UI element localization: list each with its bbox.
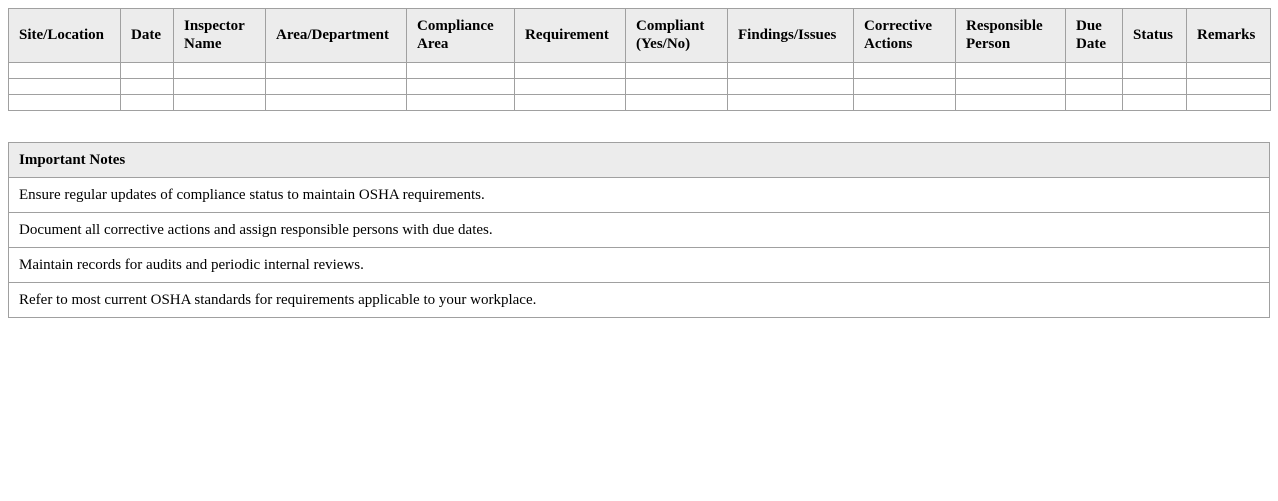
table-cell[interactable]: [854, 79, 956, 95]
table-cell[interactable]: [515, 79, 626, 95]
table-cell[interactable]: [121, 95, 174, 111]
table-cell[interactable]: [407, 79, 515, 95]
table-cell[interactable]: [626, 79, 728, 95]
header-row: [9, 9, 1271, 63]
table-cell[interactable]: [1123, 79, 1187, 95]
column-header-area-department: Area/Department: [266, 9, 407, 63]
table-cell[interactable]: [9, 63, 121, 79]
column-header-responsible-person: Responsible Person: [956, 9, 1066, 63]
table-cell[interactable]: [266, 79, 407, 95]
notes-heading: Important Notes: [9, 143, 1270, 178]
table-cell[interactable]: [1123, 95, 1187, 111]
table-cell[interactable]: [728, 63, 854, 79]
column-header-site-location: Site/Location: [9, 9, 121, 63]
table-cell[interactable]: [266, 63, 407, 79]
column-header-date: Date: [121, 9, 174, 63]
note-item: Refer to most current OSHA standards for requirements applicable to your workplace.: [9, 283, 1270, 318]
column-header-findings-issues: Findings/Issues: [728, 9, 854, 63]
table-cell[interactable]: [956, 79, 1066, 95]
table-cell[interactable]: [9, 79, 121, 95]
table-cell[interactable]: [1066, 95, 1123, 111]
notes-row: [9, 248, 1270, 283]
notes-table: [8, 142, 1270, 318]
table-row: [9, 95, 1271, 111]
table-cell[interactable]: [1187, 63, 1271, 79]
table-cell[interactable]: [1066, 63, 1123, 79]
table-cell[interactable]: [728, 95, 854, 111]
column-header-inspector-name: Inspector Name: [174, 9, 266, 63]
column-header-remarks: Remarks: [1187, 9, 1271, 63]
note-item: Document all corrective actions and assign responsible persons with due dates.: [9, 213, 1270, 248]
inspection-table: [8, 8, 1271, 111]
table-cell[interactable]: [266, 95, 407, 111]
table-cell[interactable]: [1066, 79, 1123, 95]
table-cell[interactable]: [174, 63, 266, 79]
table-cell[interactable]: [121, 79, 174, 95]
table-cell[interactable]: [174, 95, 266, 111]
table-cell[interactable]: [407, 63, 515, 79]
table-cell[interactable]: [728, 79, 854, 95]
notes-row: [9, 213, 1270, 248]
table-row: [9, 63, 1271, 79]
table-cell[interactable]: [9, 95, 121, 111]
notes-row: [9, 283, 1270, 318]
table-cell[interactable]: [956, 95, 1066, 111]
note-item: Ensure regular updates of compliance status to maintain OSHA requirements.: [9, 178, 1270, 213]
column-header-requirement: Requirement: [515, 9, 626, 63]
table-cell[interactable]: [854, 95, 956, 111]
table-cell[interactable]: [626, 63, 728, 79]
notes-header-row: [9, 143, 1270, 178]
column-header-compliant: Compliant (Yes/No): [626, 9, 728, 63]
column-header-status: Status: [1123, 9, 1187, 63]
table-cell[interactable]: [1187, 79, 1271, 95]
table-row: [9, 79, 1271, 95]
table-cell[interactable]: [515, 63, 626, 79]
table-cell[interactable]: [1187, 95, 1271, 111]
table-cell[interactable]: [174, 79, 266, 95]
column-header-due-date: Due Date: [1066, 9, 1123, 63]
notes-row: [9, 178, 1270, 213]
note-item: Maintain records for audits and periodic internal reviews.: [9, 248, 1270, 283]
table-cell[interactable]: [407, 95, 515, 111]
table-cell[interactable]: [121, 63, 174, 79]
table-cell[interactable]: [626, 95, 728, 111]
table-cell[interactable]: [956, 63, 1066, 79]
table-cell[interactable]: [854, 63, 956, 79]
column-header-compliance-area: Compliance Area: [407, 9, 515, 63]
table-cell[interactable]: [515, 95, 626, 111]
column-header-corrective-actions: Corrective Actions: [854, 9, 956, 63]
table-cell[interactable]: [1123, 63, 1187, 79]
